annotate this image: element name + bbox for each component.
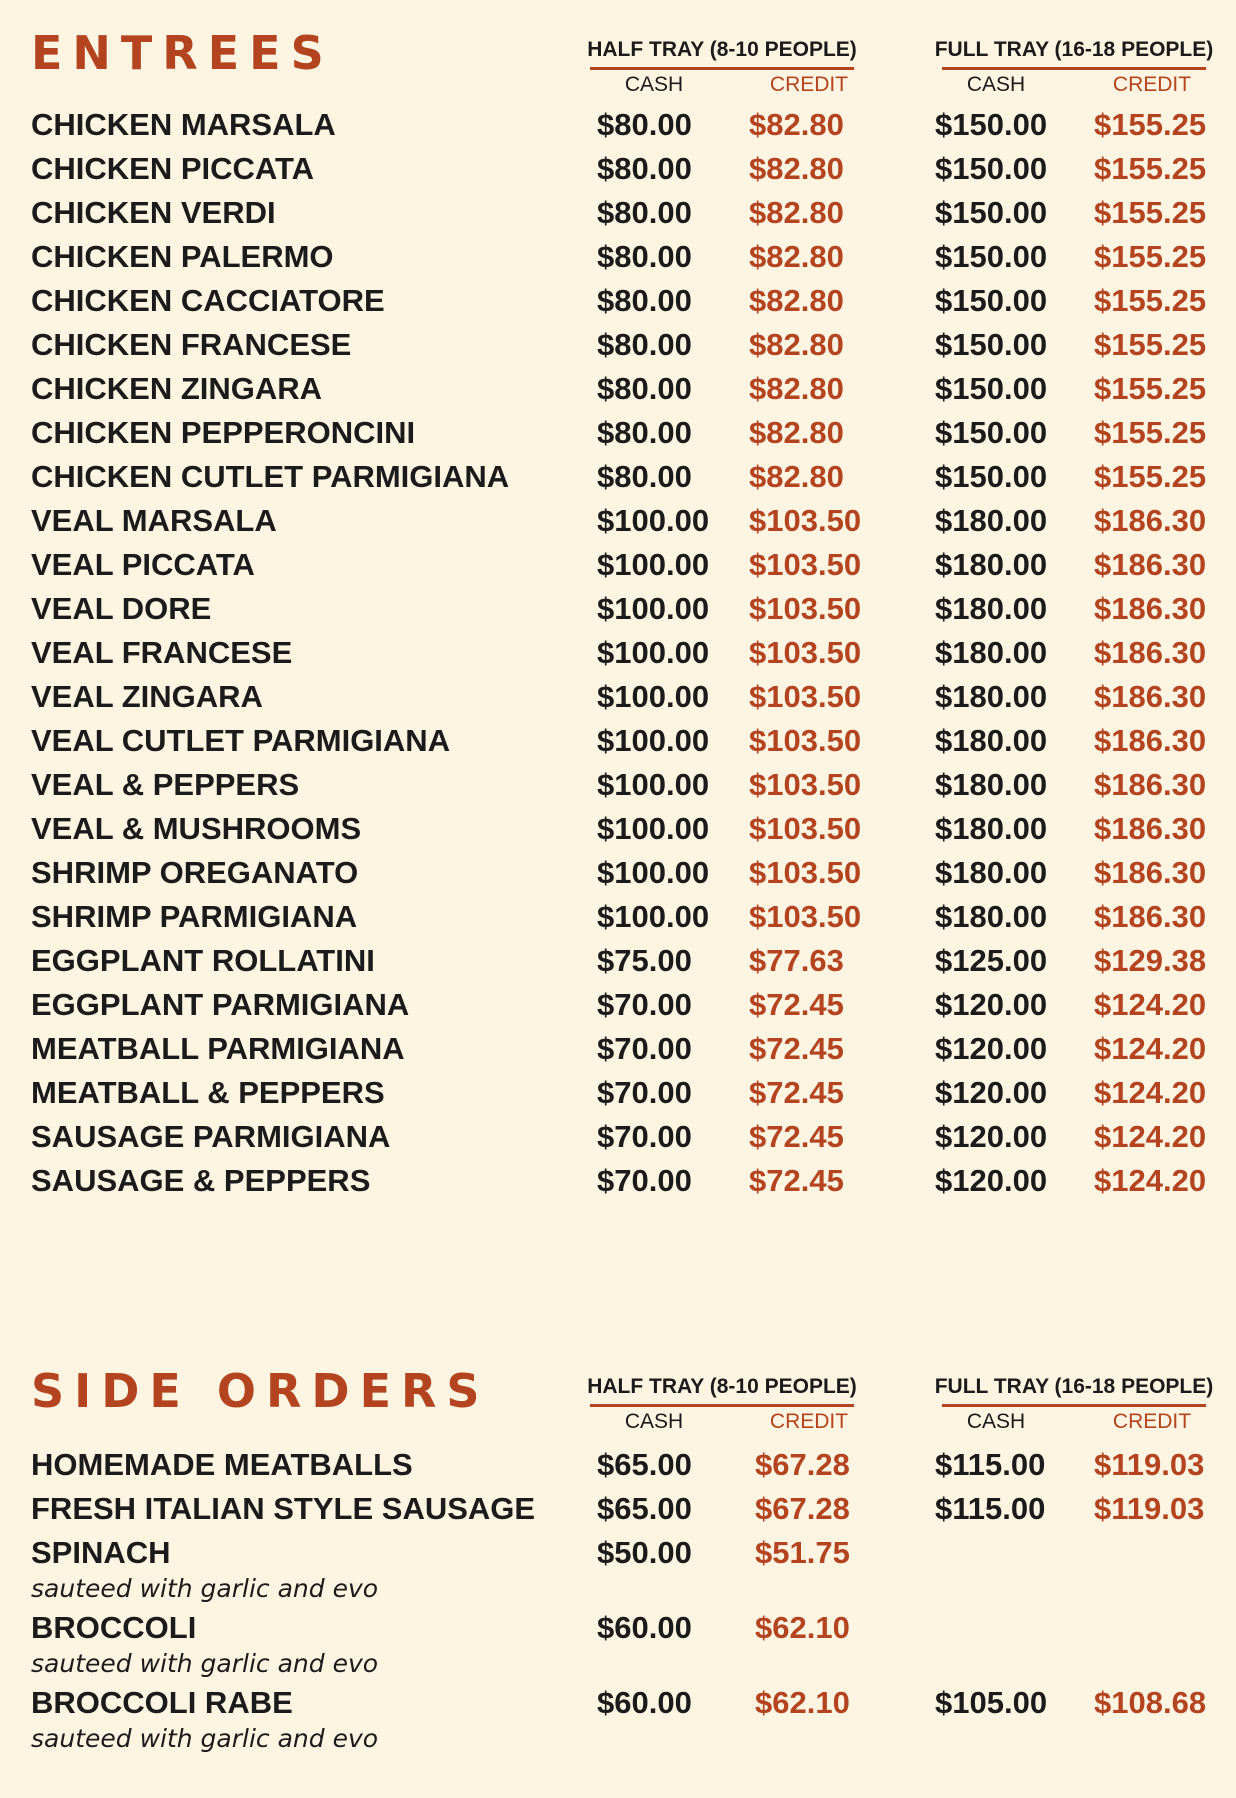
full-credit-price: $119.03 xyxy=(1094,1447,1205,1482)
item-name: CHICKEN ZINGARA xyxy=(31,371,323,406)
entree-row xyxy=(0,103,1236,147)
item-name: VEAL MARSALA xyxy=(31,503,277,538)
full-cash-price: $180.00 xyxy=(935,591,1048,626)
side-order-list xyxy=(0,1443,1236,1756)
full-credit-price: $186.30 xyxy=(1094,767,1207,802)
item-description: sauteed with garlic and evo xyxy=(31,1574,379,1603)
entree-row xyxy=(0,719,1236,763)
full-cash-price: $120.00 xyxy=(935,1075,1048,1110)
entree-row xyxy=(0,191,1236,235)
item-name: CHICKEN MARSALA xyxy=(31,107,336,142)
half-cash-price: $80.00 xyxy=(597,415,692,450)
half-credit-price: $82.80 xyxy=(749,239,844,274)
side-order-item xyxy=(0,1681,1236,1756)
full-credit-price: $124.20 xyxy=(1094,1075,1207,1110)
full-credit-price: $155.25 xyxy=(1094,459,1207,494)
item-name: CHICKEN CACCIATORE xyxy=(31,283,385,318)
half-credit-price: $67.28 xyxy=(755,1447,850,1482)
half-cash-price: $70.00 xyxy=(597,1163,692,1198)
item-name: VEAL CUTLET PARMIGIANA xyxy=(31,723,451,758)
side-order-row xyxy=(0,1681,1236,1725)
side-order-row xyxy=(0,1531,1236,1575)
full-tray-rule xyxy=(942,1404,1206,1407)
half-cash-price: $100.00 xyxy=(597,591,710,626)
full-cash-price: $120.00 xyxy=(935,1163,1048,1198)
full-cash-price: $150.00 xyxy=(935,459,1048,494)
item-name: CHICKEN FRANCESE xyxy=(31,327,352,362)
half-cash-price: $80.00 xyxy=(597,239,692,274)
full-credit-price: $186.30 xyxy=(1094,503,1207,538)
full-credit-price: $186.30 xyxy=(1094,635,1207,670)
full-credit-price: $124.20 xyxy=(1094,1119,1207,1154)
full-cash-price: $180.00 xyxy=(935,679,1048,714)
entree-row xyxy=(0,939,1236,983)
half-cash-price: $70.00 xyxy=(597,987,692,1022)
full-cash-price: $180.00 xyxy=(935,547,1048,582)
half-cash-price: $80.00 xyxy=(597,151,692,186)
full-credit-price: $186.30 xyxy=(1094,899,1207,934)
half-credit-price: $72.45 xyxy=(749,1031,844,1066)
full-cash-price: $120.00 xyxy=(935,987,1048,1022)
half-credit-price: $103.50 xyxy=(749,855,862,890)
sides-full-tray-header xyxy=(929,1375,1219,1407)
full-credit-price: $186.30 xyxy=(1094,723,1207,758)
half-credit-price: $67.28 xyxy=(755,1491,850,1526)
full-cash-price: $150.00 xyxy=(935,415,1048,450)
full-credit-price: $129.38 xyxy=(1094,943,1207,978)
half-cash-price: $100.00 xyxy=(597,811,710,846)
half-credit-price: $103.50 xyxy=(749,591,862,626)
half-credit-price: $62.10 xyxy=(755,1685,850,1720)
half-credit-price: $103.50 xyxy=(749,899,862,934)
full-cash-price: $115.00 xyxy=(935,1491,1046,1526)
side-order-row xyxy=(0,1487,1236,1531)
half-credit-price: $103.50 xyxy=(749,635,862,670)
full-credit-price: $186.30 xyxy=(1094,591,1207,626)
side-order-item xyxy=(0,1443,1236,1487)
side-order-item xyxy=(0,1606,1236,1681)
item-name: MEATBALL PARMIGIANA xyxy=(31,1031,405,1066)
side-order-item xyxy=(0,1531,1236,1606)
half-tray-rule xyxy=(590,1404,854,1407)
item-name: EGGPLANT PARMIGIANA xyxy=(31,987,410,1022)
half-cash-price: $70.00 xyxy=(597,1031,692,1066)
full-credit-price: $119.03 xyxy=(1094,1491,1205,1526)
full-credit-price: $155.25 xyxy=(1094,107,1207,142)
full-cash-price: $180.00 xyxy=(935,723,1048,758)
full-cash-label: CASH xyxy=(966,1410,1026,1433)
half-credit-price: $72.45 xyxy=(749,1163,844,1198)
full-credit-price: $108.68 xyxy=(1094,1685,1207,1720)
item-name: SAUSAGE & PEPPERS xyxy=(31,1163,371,1198)
half-cash-price: $80.00 xyxy=(597,107,692,142)
full-credit-price: $155.25 xyxy=(1094,151,1207,186)
entree-row xyxy=(0,543,1236,587)
full-cash-price: $120.00 xyxy=(935,1031,1048,1066)
half-credit-price: $72.45 xyxy=(749,987,844,1022)
entree-row xyxy=(0,147,1236,191)
half-credit-price: $82.80 xyxy=(749,151,844,186)
half-cash-price: $80.00 xyxy=(597,283,692,318)
full-cash-price: $150.00 xyxy=(935,371,1048,406)
full-credit-label: CREDIT xyxy=(1112,73,1192,96)
full-cash-price: $150.00 xyxy=(935,107,1048,142)
full-tray-label: FULL TRAY (16-18 PEOPLE) xyxy=(934,38,1214,61)
half-credit-label: CREDIT xyxy=(769,73,849,96)
half-credit-price: $51.75 xyxy=(755,1535,850,1570)
full-cash-price: $180.00 xyxy=(935,767,1048,802)
full-tray-rule xyxy=(942,67,1206,70)
half-credit-price: $72.45 xyxy=(749,1075,844,1110)
entree-row xyxy=(0,763,1236,807)
entree-row xyxy=(0,1159,1236,1203)
full-cash-price: $180.00 xyxy=(935,635,1048,670)
full-credit-price: $124.20 xyxy=(1094,1163,1207,1198)
full-cash-price: $180.00 xyxy=(935,899,1048,934)
half-credit-price: $82.80 xyxy=(749,195,844,230)
half-credit-price: $103.50 xyxy=(749,547,862,582)
item-name: SPINACH xyxy=(31,1535,171,1570)
entrees-half-tray-header xyxy=(577,38,867,70)
half-credit-price: $82.80 xyxy=(749,371,844,406)
entrees-title: ENTREES xyxy=(31,26,334,80)
entree-row xyxy=(0,279,1236,323)
full-credit-price: $155.25 xyxy=(1094,195,1207,230)
half-cash-label: CASH xyxy=(624,73,684,96)
full-credit-price: $124.20 xyxy=(1094,987,1207,1022)
entree-row xyxy=(0,851,1236,895)
full-credit-price: $186.30 xyxy=(1094,679,1207,714)
entree-row xyxy=(0,983,1236,1027)
entree-row xyxy=(0,455,1236,499)
full-cash-price: $180.00 xyxy=(935,503,1048,538)
full-credit-price: $155.25 xyxy=(1094,415,1207,450)
half-credit-price: $82.80 xyxy=(749,459,844,494)
full-cash-price: $125.00 xyxy=(935,943,1048,978)
item-name: CHICKEN CUTLET PARMIGIANA xyxy=(31,459,510,494)
half-credit-price: $72.45 xyxy=(749,1119,844,1154)
entree-row xyxy=(0,1071,1236,1115)
full-tray-label: FULL TRAY (16-18 PEOPLE) xyxy=(934,1375,1214,1398)
entrees-full-tray-header xyxy=(929,38,1219,70)
half-cash-price: $60.00 xyxy=(597,1610,692,1645)
half-cash-price: $50.00 xyxy=(597,1535,692,1570)
item-name: VEAL ZINGARA xyxy=(31,679,263,714)
item-name: VEAL FRANCESE xyxy=(31,635,293,670)
half-cash-price: $80.00 xyxy=(597,195,692,230)
half-credit-price: $103.50 xyxy=(749,503,862,538)
item-name: BROCCOLI RABE xyxy=(31,1685,293,1720)
entree-row xyxy=(0,807,1236,851)
full-cash-price: $120.00 xyxy=(935,1119,1048,1154)
half-cash-price: $80.00 xyxy=(597,371,692,406)
entree-row xyxy=(0,675,1236,719)
entree-row xyxy=(0,235,1236,279)
full-cash-price: $115.00 xyxy=(935,1447,1046,1482)
entree-row xyxy=(0,499,1236,543)
item-name: EGGPLANT ROLLATINI xyxy=(31,943,375,978)
item-name: VEAL & MUSHROOMS xyxy=(31,811,362,846)
half-credit-price: $82.80 xyxy=(749,107,844,142)
side-order-item xyxy=(0,1487,1236,1531)
half-credit-label: CREDIT xyxy=(769,1410,849,1433)
half-cash-price: $100.00 xyxy=(597,899,710,934)
half-tray-rule xyxy=(590,67,854,70)
full-credit-price: $186.30 xyxy=(1094,855,1207,890)
half-cash-price: $100.00 xyxy=(597,503,710,538)
full-cash-price: $150.00 xyxy=(935,195,1048,230)
item-description: sauteed with garlic and evo xyxy=(31,1724,379,1753)
half-cash-price: $100.00 xyxy=(597,679,710,714)
full-cash-price: $105.00 xyxy=(935,1685,1048,1720)
item-name: MEATBALL & PEPPERS xyxy=(31,1075,385,1110)
half-cash-price: $75.00 xyxy=(597,943,692,978)
full-credit-label: CREDIT xyxy=(1112,1410,1192,1433)
half-credit-price: $82.80 xyxy=(749,283,844,318)
side-order-row xyxy=(0,1443,1236,1487)
full-cash-price: $180.00 xyxy=(935,855,1048,890)
item-name: BROCCOLI xyxy=(31,1610,197,1645)
item-name: VEAL PICCATA xyxy=(31,547,255,582)
full-credit-price: $155.25 xyxy=(1094,239,1207,274)
half-cash-price: $100.00 xyxy=(597,547,710,582)
full-credit-price: $186.30 xyxy=(1094,811,1207,846)
full-cash-label: CASH xyxy=(966,73,1026,96)
entree-list xyxy=(0,103,1236,1203)
half-credit-price: $103.50 xyxy=(749,679,862,714)
entree-row xyxy=(0,1027,1236,1071)
full-cash-price: $150.00 xyxy=(935,283,1048,318)
entree-row xyxy=(0,323,1236,367)
item-name: CHICKEN VERDI xyxy=(31,195,276,230)
half-cash-price: $100.00 xyxy=(597,855,710,890)
full-cash-price: $150.00 xyxy=(935,239,1048,274)
full-credit-price: $155.25 xyxy=(1094,327,1207,362)
item-name: SHRIMP OREGANATO xyxy=(31,855,359,890)
entree-row xyxy=(0,587,1236,631)
half-cash-price: $100.00 xyxy=(597,767,710,802)
side-orders-title: SIDE ORDERS xyxy=(31,1364,490,1418)
full-cash-price: $150.00 xyxy=(935,151,1048,186)
half-credit-price: $82.80 xyxy=(749,327,844,362)
item-name: HOMEMADE MEATBALLS xyxy=(31,1447,413,1482)
half-cash-price: $80.00 xyxy=(597,459,692,494)
half-credit-price: $103.50 xyxy=(749,723,862,758)
half-credit-price: $62.10 xyxy=(755,1610,850,1645)
entree-row xyxy=(0,1115,1236,1159)
item-name: CHICKEN PICCATA xyxy=(31,151,315,186)
item-name: SHRIMP PARMIGIANA xyxy=(31,899,358,934)
half-cash-price: $65.00 xyxy=(597,1491,692,1526)
side-order-row xyxy=(0,1606,1236,1650)
half-credit-price: $103.50 xyxy=(749,767,862,802)
item-name: SAUSAGE PARMIGIANA xyxy=(31,1119,391,1154)
entree-row xyxy=(0,411,1236,455)
half-credit-price: $77.63 xyxy=(749,943,844,978)
entree-row xyxy=(0,631,1236,675)
half-cash-price: $70.00 xyxy=(597,1119,692,1154)
full-credit-price: $186.30 xyxy=(1094,547,1207,582)
full-cash-price: $180.00 xyxy=(935,811,1048,846)
half-cash-price: $60.00 xyxy=(597,1685,692,1720)
half-cash-price: $100.00 xyxy=(597,635,710,670)
item-name: VEAL DORE xyxy=(31,591,212,626)
half-cash-label: CASH xyxy=(624,1410,684,1433)
entree-row xyxy=(0,367,1236,411)
half-cash-price: $65.00 xyxy=(597,1447,692,1482)
half-cash-price: $80.00 xyxy=(597,327,692,362)
half-credit-price: $82.80 xyxy=(749,415,844,450)
half-tray-label: HALF TRAY (8-10 PEOPLE) xyxy=(587,38,857,61)
full-credit-price: $155.25 xyxy=(1094,283,1207,318)
half-tray-label: HALF TRAY (8-10 PEOPLE) xyxy=(587,1375,857,1398)
sides-half-tray-header xyxy=(577,1375,867,1407)
full-cash-price: $150.00 xyxy=(935,327,1048,362)
half-cash-price: $70.00 xyxy=(597,1075,692,1110)
full-credit-price: $124.20 xyxy=(1094,1031,1207,1066)
entree-row xyxy=(0,895,1236,939)
item-name: CHICKEN PEPPERONCINI xyxy=(31,415,416,450)
half-credit-price: $103.50 xyxy=(749,811,862,846)
item-name: FRESH ITALIAN STYLE SAUSAGE xyxy=(31,1491,536,1526)
item-description: sauteed with garlic and evo xyxy=(31,1649,379,1678)
half-cash-price: $100.00 xyxy=(597,723,710,758)
full-credit-price: $155.25 xyxy=(1094,371,1207,406)
item-name: CHICKEN PALERMO xyxy=(31,239,334,274)
item-name: VEAL & PEPPERS xyxy=(31,767,300,802)
